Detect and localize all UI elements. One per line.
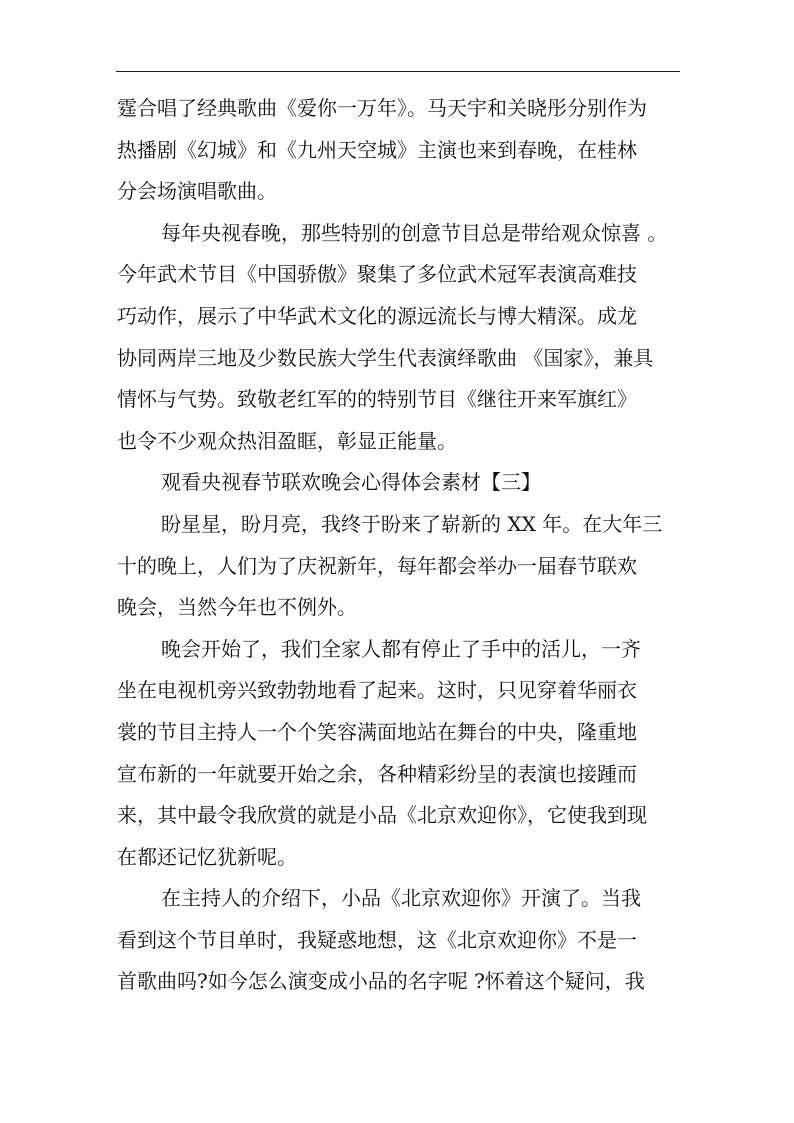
text-line: 十的晚上，人们为了庆祝新年，每年都会举办一届春节联欢 — [117, 553, 637, 578]
text-line: 每年央视春晚，那些特别的创意节目总是带给观众惊喜 。 — [161, 220, 668, 245]
text-line: 坐在电视机旁兴致勃勃地看了起来。这时，只见穿着华丽衣 — [117, 678, 637, 703]
text-line: 情怀与气势。致敬老红军的的特别节目《继往开来军旗红》 — [117, 387, 637, 412]
text-line: 晚会开始了，我们全家人都有停止了手中的活儿，一齐 — [161, 636, 641, 661]
section-heading: 观看央视春节联欢晚会心得体会素材【三】 — [161, 470, 541, 495]
text-line: 晚会，当然今年也不例外。 — [117, 595, 357, 620]
text-line: 今年武术节目《中国骄傲》聚集了多位武术冠军表演高难技 — [117, 262, 637, 287]
text-line: 热播剧《幻城》和《九州天空城》主演也来到春晚，在桂林 — [117, 137, 637, 162]
document-body — [117, 88, 680, 1003]
text-line: 来，其中最令我欣赏的就是小品《北京欢迎你》，它使我到现 — [117, 803, 647, 828]
text-line: 在主持人的介绍下，小品《北京欢迎你》开演了。当我 — [161, 886, 641, 911]
header-rule — [116, 71, 680, 72]
text-line: 也令不少观众热泪盈眶，彰显正能量。 — [117, 428, 457, 453]
text-line: 看到这个节目单时，我疑惑地想，这《北京欢迎你》不是一 — [117, 927, 637, 952]
text-line: 协同两岸三地及少数民族大学生代表演绎歌曲 《国家》，兼具 — [117, 345, 654, 370]
text-line: 盼星星，盼月亮，我终于盼来了崭新的 XX 年。在大年三 — [161, 511, 663, 536]
text-line: 宣布新的一年就要开始之余，各种精彩纷呈的表演也接踵而 — [117, 761, 637, 786]
text-line: 在都还记忆犹新呢。 — [117, 844, 297, 869]
text-line: 分会场演唱歌曲。 — [117, 179, 277, 204]
text-line: 巧动作，展示了中华武术文化的源远流长与博大精深。成龙 — [117, 303, 637, 328]
text-line: 裳的节目主持人一个个笑容满面地站在舞台的中央，隆重地 — [117, 719, 637, 744]
text-line: 霆合唱了经典歌曲《爱你一万年》。马天宇和关晓彤分别作为 — [117, 96, 647, 120]
text-line: 首歌曲吗?如今怎么演变成小品的名字呢 ?怀着这个疑问，我 — [117, 969, 645, 994]
